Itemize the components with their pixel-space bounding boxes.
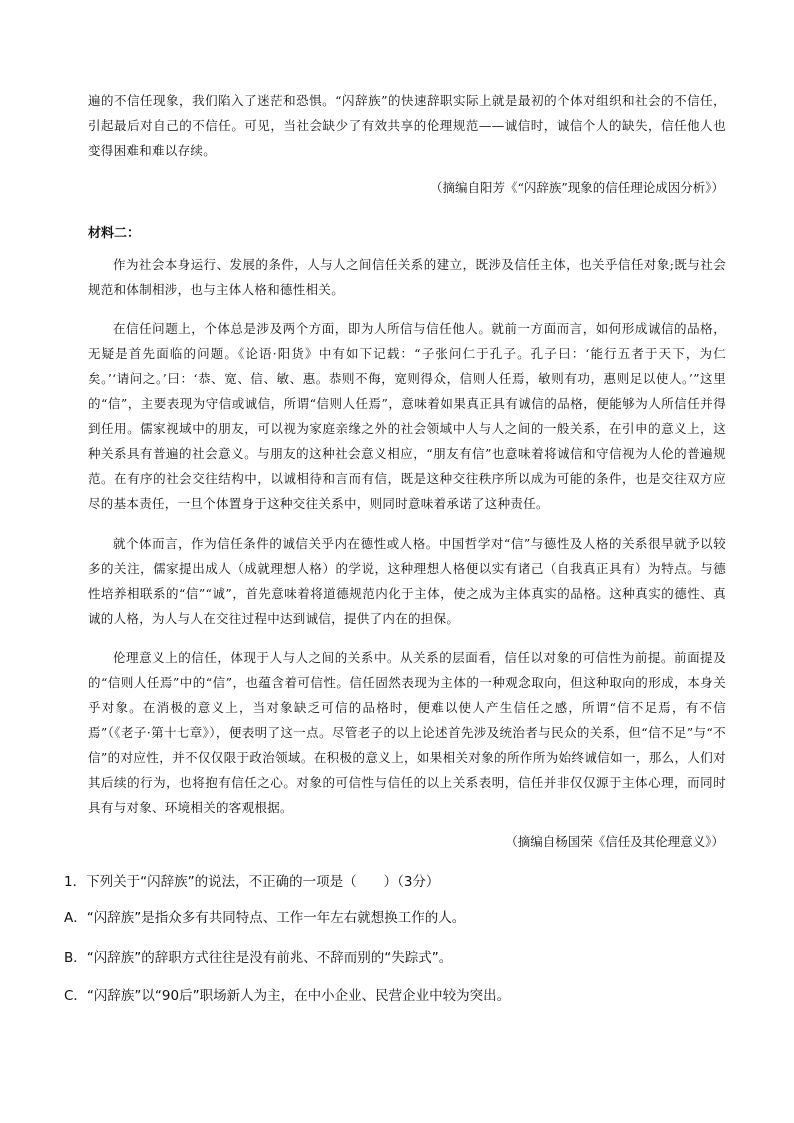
question-stem: 1．下列关于“闪辞族”的说法，不正确的一项是（ ）（3分） <box>64 874 440 890</box>
source-citation-2: （摘编自杨国荣《信任及其伦理意义》） <box>505 834 724 849</box>
material-2-paragraph-2: 在信任问题上，个体总是涉及两个方面，即为人所信与信任他人。就前一方面而言，如何形成诚信的品格，无疑是首先面临的问题。《论语·阳货》中有如下记载：“子张问仁于孔子。孔子曰：‘能行五者于天下，为仁矣。’‘请问之。’曰：‘恭、宽、信、敏、惠。恭则不侮，宽则得众，信则人任焉，敏则有功，惠则足以使人。’”这里的“信”，主要表现为守信或诚信，所谓“信则人任焉”，意味着如果真正具有诚信的品格，便能够为人所信任并得到任用。儒家视域中的朋友，可以视为家庭亲缘之外的社会领域中人与人之间的一般关系，在引申的意义上，这种关系具有普遍的社会意义。与朋友的这种社会意义相应，“朋友有信”也意味着将诚信和守信视为人伦的普遍规范。在有序的社会交往结构中，以诚相待和言而有信，既是这种交往秩序所以成为可能的条件，也是交往双方应尽的基本责任，一旦个体置身于这种交往关系中，则同时意味着承诺了这种责任。 <box>88 321 726 511</box>
question-option-b: B．“闪辞族”的辞职方式往往是没有前兆、不辞而别的“失踪式”。 <box>64 950 453 966</box>
material-2-paragraph-4: 伦理意义上的信任，体现于人与人之间的关系中。从关系的层面看，信任以对象的可信性为前提。前面提及的“信则人任焉”中的“信”，也蕴含着可信性。信任固然表现为主体的一种观念取向，但这种取向的形成，本身关乎对象。在消极的意义上，当对象缺乏可信的品格时，便难以使人产生信任之感，所谓“信不足焉，有不信焉”（《老子·第十七章》），便表明了这一点。尽管老子的以上论述首先涉及统治者与民众的关系，但“信不足”与“不信”的对应性，并不仅仅限于政治领域。在积极的意义上，如果相关对象的所作所为始终诚信如一，那么，人们对其后续的行为，也将抱有信任之心。对象的可信性与信任的以上关系表明，信任并非仅仅源于主体心理，而同时具有与对象、环境相关的客观根据。 <box>88 650 726 815</box>
source-citation-1: （摘编自阳芳《“闪辞族”现象的信任理论成因分析》） <box>429 180 724 195</box>
continuation-paragraph: 遍的不信任现象，我们陷入了迷茫和恐惧。“闪辞族”的快速辞职实际上就是最初的个体对组织和社会的不信任，引起最后对自己的不信任。可见，当社会缺少了有效共享的伦理规范——诚信时，诚信个人的缺失，信任他人也变得困难和难以存续。 <box>88 93 726 158</box>
material-2-paragraph-1: 作为社会本身运行、发展的条件，人与人之间信任关系的建立，既涉及信任主体，也关乎信任对象;既与社会规范和体制相涉，也与主体人格和德性相关。 <box>88 257 726 297</box>
question-option-a: A．“闪辞族”是指众多有共同特点、工作一年左右就想换工作的人。 <box>64 910 466 926</box>
material-2-paragraph-3: 就个体而言，作为信任条件的诚信关乎内在德性或人格。中国哲学对“信”与德性及人格的关系很早就予以较多的关注，儒家提出成人（成就理想人格）的学说，这种理想人格便以实有诸己（自我真正具有）为特点。与德性培养相联系的“信”“诚”，首先意味着将道德规范内化于主体，使之成为主体真实的品格。这种真实的德性、真诚的人格，为人与人在交往过程中达到诚信，提供了内在的担保。 <box>88 536 726 626</box>
question-option-c: C．“闪辞族”以“90后”职场新人为主，在中小企业、民营企业中较为突出。 <box>64 988 511 1004</box>
material-2-heading: 材料二： <box>88 226 141 241</box>
